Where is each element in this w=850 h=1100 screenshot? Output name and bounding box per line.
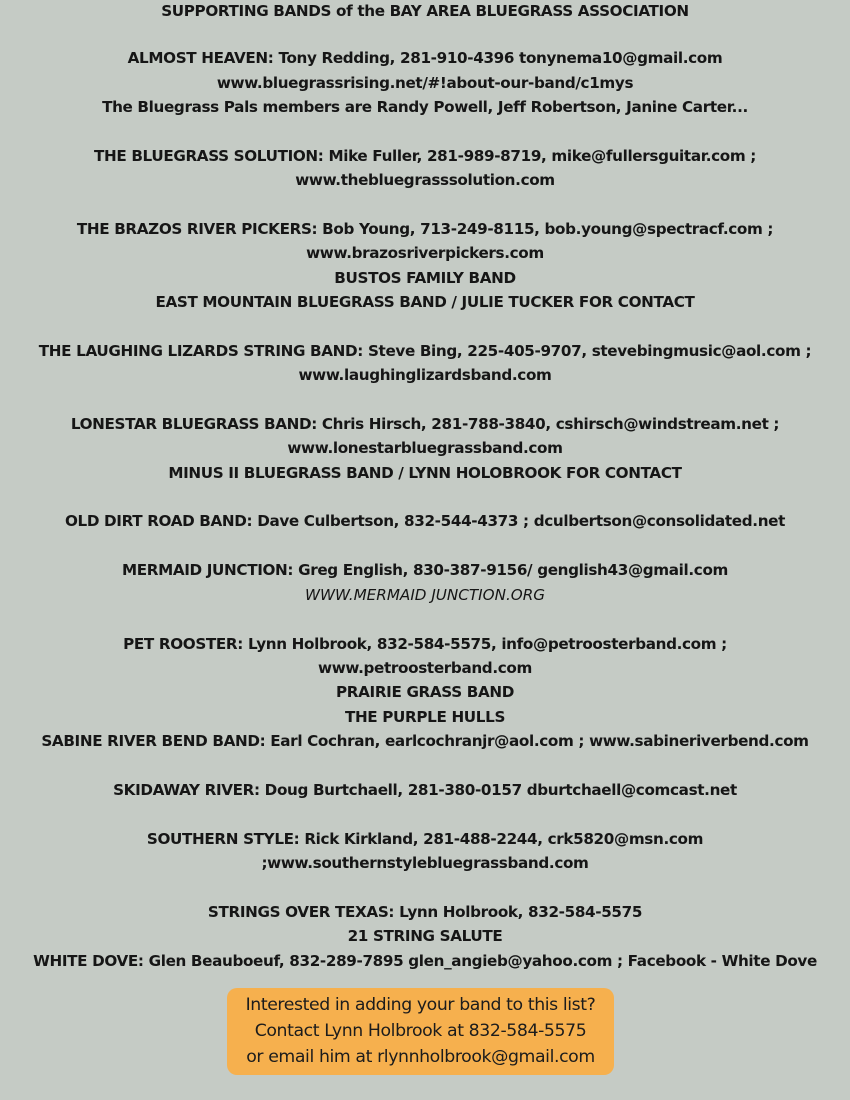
band-entry: STRINGS OVER TEXAS: Lynn Holbrook, 832-584-5575 — [207, 903, 643, 921]
band-entry: www.brazosriverpickers.com — [306, 244, 544, 262]
callout-line: Interested in adding your band to this list? — [245, 995, 596, 1015]
band-entry: www.thebluegrasssolution.com — [295, 171, 555, 189]
band-entry: THE PURPLE HULLS — [344, 708, 506, 726]
band-entry: OLD DIRT ROAD BAND: Dave Culbertson, 832-544-4373 ; dculbertson@consolidated.net — [64, 512, 786, 530]
band-entry: The Bluegrass Pals members are Randy Powell, Jeff Robertson, Janine Carter... — [102, 98, 748, 116]
band-entry: www.petroosterband.com — [318, 659, 532, 677]
band-entry: WWW.MERMAID JUNCTION.ORG — [304, 586, 546, 604]
band-entry: MERMAID JUNCTION: Greg English, 830-387-9156/ genglish43@gmail.com — [121, 561, 729, 579]
band-entry: WHITE DOVE: Glen Beauboeuf, 832-289-7895 glen_angieb@yahoo.com ; Facebook - White Dove — [33, 952, 817, 970]
band-entry: THE LAUGHING LIZARDS STRING BAND: Steve Bing, 225-405-9707, stevebingmusic@aol.com ; — [38, 342, 812, 360]
band-entry: LONESTAR BLUEGRASS BAND: Chris Hirsch, 281-788-3840, cshirsch@windstream.net ; — [70, 415, 780, 433]
band-entry: SOUTHERN STYLE: Rick Kirkland, 281-488-2244, crk5820@msn.com — [146, 830, 704, 848]
band-entry: THE BLUEGRASS SOLUTION: Mike Fuller, 281-989-8719, mike@fullersguitar.com ; — [94, 147, 756, 165]
band-entry: MINUS II BLUEGRASS BAND / LYNN HOLOBROOK FOR CONTACT — [168, 464, 682, 482]
band-entry: ALMOST HEAVEN: Tony Redding, 281-910-4396 tonynema10@gmail.com — [127, 49, 723, 67]
band-entry: BUSTOS FAMILY BAND — [334, 269, 516, 287]
band-entry: www.laughinglizardsband.com — [298, 366, 552, 384]
band-entry: 21 STRING SALUTE — [347, 927, 503, 945]
band-entry: PET ROOSTER: Lynn Holbrook, 832-584-5575, info@petroosterband.com ; — [123, 635, 727, 653]
callout-line: Contact Lynn Holbrook at 832-584-5575 — [254, 1021, 587, 1041]
band-entry: PRAIRIE GRASS BAND — [336, 683, 514, 701]
band-entry: SKIDAWAY RIVER: Doug Burtchaell, 281-380-0157 dburtchaell@comcast.net — [113, 781, 737, 799]
band-entry: SABINE RIVER BEND BAND: Earl Cochran, earlcochranjr@aol.com ; www.sabineriverbend.com — [41, 732, 809, 750]
band-entry: THE BRAZOS RIVER PICKERS: Bob Young, 713-249-8115, bob.young@spectracf.com ; — [76, 220, 774, 238]
band-entry: ;www.southernstylebluegrassband.com — [261, 854, 589, 872]
band-entry: www.lonestarbluegrassband.com — [287, 439, 563, 457]
callout-line: or email him at rlynnholbrook@gmail.com — [246, 1047, 595, 1067]
band-entry: www.bluegrassrising.net/#!about-our-band/c1mys — [216, 74, 634, 92]
band-entry: EAST MOUNTAIN BLUEGRASS BAND / JULIE TUCKER FOR CONTACT — [155, 293, 695, 311]
contact-callout — [227, 988, 614, 1075]
page-title: SUPPORTING BANDS of the BAY AREA BLUEGRASS ASSOCIATION — [161, 2, 689, 20]
